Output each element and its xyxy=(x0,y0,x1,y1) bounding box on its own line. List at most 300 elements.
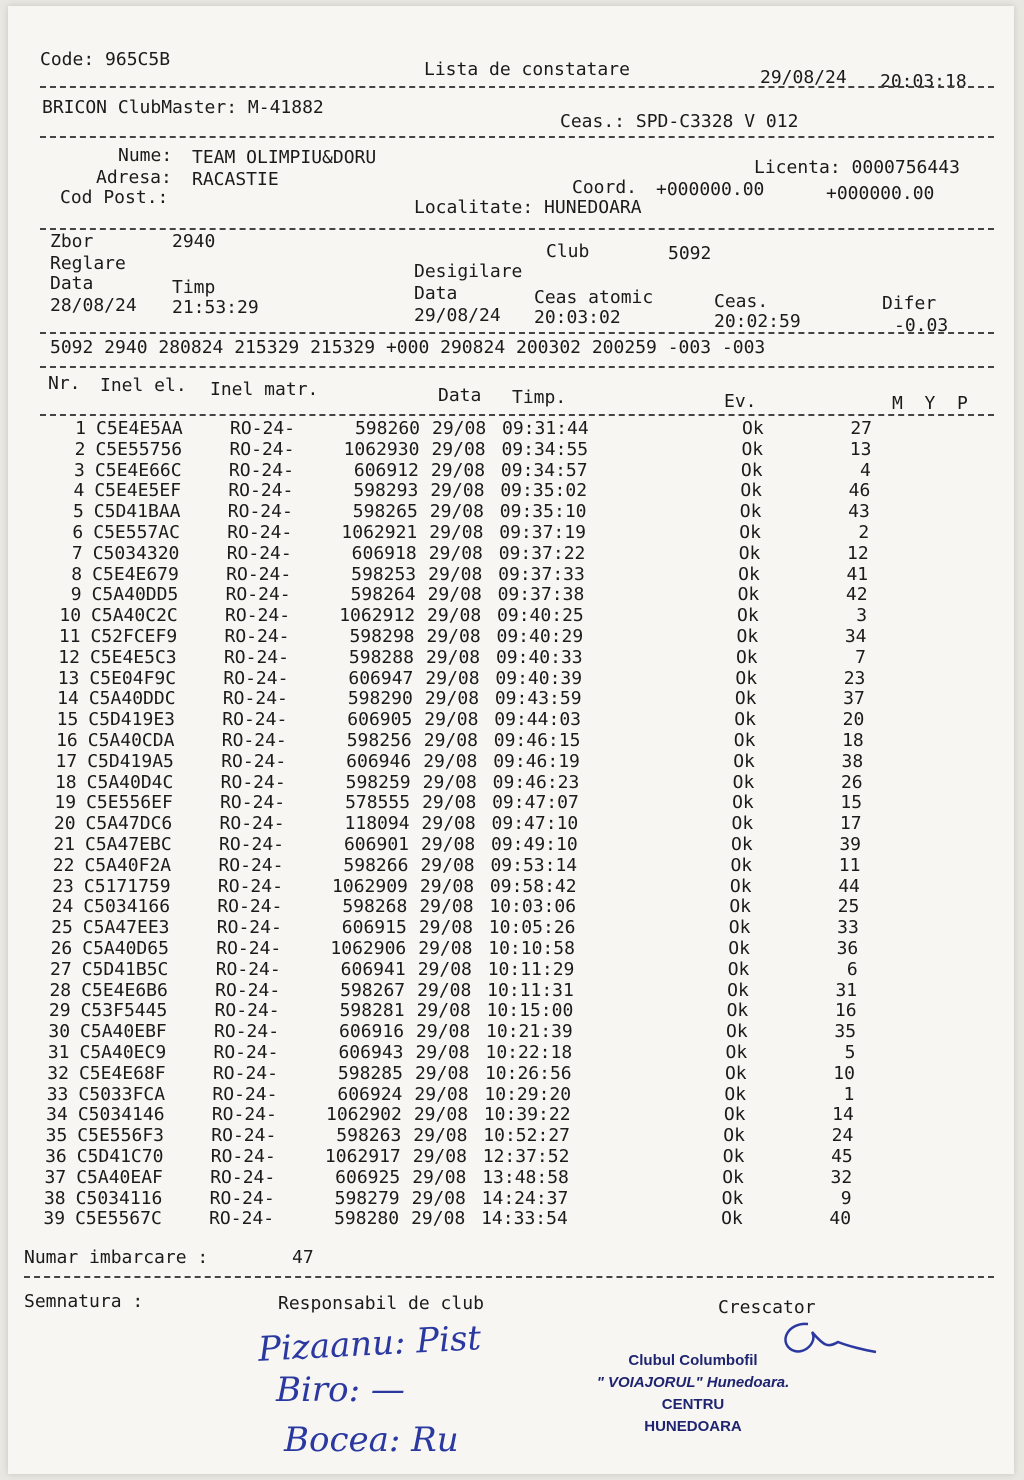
row-number: 2 xyxy=(74,438,86,460)
row-number: 16 xyxy=(56,730,78,751)
row-number: 37 xyxy=(44,1166,67,1188)
club-stamp xyxy=(568,1350,818,1438)
ring-electronic: C5A40F2A xyxy=(84,854,172,876)
arrival-time: 12:37:52 xyxy=(482,1146,570,1167)
ceas-label: Ceas. xyxy=(714,291,769,312)
ring-electronic: C5D41C70 xyxy=(76,1146,164,1167)
row-number: 20 xyxy=(53,813,76,835)
row-number: 3 xyxy=(74,459,85,481)
ring-prefix: RO-24- xyxy=(209,1187,275,1209)
position: 3 xyxy=(856,605,868,627)
event-status: Ok xyxy=(732,771,755,793)
ring-prefix: RO-24- xyxy=(229,438,295,460)
table-row xyxy=(33,1146,873,1167)
position: 37 xyxy=(843,688,865,710)
zbor-label: Zbor xyxy=(50,231,94,252)
reglare-time: 21:53:29 xyxy=(172,297,259,318)
arrival-time: 10:05:26 xyxy=(488,917,576,939)
ring-number: 606916 xyxy=(339,1021,405,1043)
row-number: 34 xyxy=(46,1104,68,1126)
event-status: Ok xyxy=(736,626,759,647)
table-row xyxy=(41,834,881,855)
position: 2 xyxy=(858,522,870,543)
table-row xyxy=(45,688,885,709)
arrival-time: 09:31:44 xyxy=(502,418,589,439)
row-number: 9 xyxy=(70,584,82,606)
signature-line-1: Pizaanu: Pist xyxy=(257,1318,483,1370)
table-row xyxy=(47,605,887,626)
row-number: 10 xyxy=(59,605,82,627)
license: Licenta: 0000756443 xyxy=(754,157,960,178)
arrival-date: 29/08 xyxy=(417,979,472,1001)
desigilare-label: Desigilare xyxy=(414,261,523,282)
ring-prefix: RO-24- xyxy=(212,1062,278,1084)
arrival-time: 14:33:54 xyxy=(481,1208,568,1230)
ring-electronic: C5E557AC xyxy=(93,522,180,543)
ring-number: 1062902 xyxy=(325,1104,402,1126)
event-status: Ok xyxy=(739,522,761,543)
arrival-time: 09:35:10 xyxy=(499,501,587,523)
event-status: Ok xyxy=(739,501,762,523)
arrival-date: 29/08 xyxy=(422,771,477,793)
ring-prefix: RO-24- xyxy=(217,896,283,918)
row-number: 12 xyxy=(58,646,80,668)
arrival-time: 10:39:22 xyxy=(483,1104,571,1126)
col-ev: Ev. xyxy=(724,391,757,412)
ring-number: 606943 xyxy=(338,1042,404,1063)
ring-electronic: C5A47DC6 xyxy=(85,813,173,835)
ring-prefix: RO-24- xyxy=(219,813,285,835)
ring-electronic: C5D419E3 xyxy=(88,709,175,731)
table-row xyxy=(42,792,882,813)
arrival-time: 09:37:22 xyxy=(498,542,586,564)
table-row xyxy=(48,564,888,585)
ring-number: 606912 xyxy=(353,459,419,481)
ring-number: 598260 xyxy=(354,418,420,439)
ring-number: 1062912 xyxy=(339,605,416,627)
ring-number: 598298 xyxy=(349,626,415,647)
ring-prefix: RO-24- xyxy=(223,667,289,689)
event-status: Ok xyxy=(727,979,749,1001)
arrival-date: 29/08 xyxy=(424,688,480,710)
col-myp: M Y P xyxy=(892,393,968,414)
arrival-date: 29/08 xyxy=(430,480,485,502)
ring-electronic: C5A40EBF xyxy=(80,1021,167,1043)
arrival-date: 29/08 xyxy=(429,501,484,523)
table-row xyxy=(40,876,880,897)
position: 15 xyxy=(840,792,863,814)
ring-number: 606915 xyxy=(341,917,407,939)
arrival-time: 14:24:37 xyxy=(481,1187,569,1209)
row-number: 31 xyxy=(47,1042,70,1063)
arrival-time: 09:58:42 xyxy=(489,875,577,897)
clock-id: Ceas.: SPD-C3328 V 012 xyxy=(560,111,799,132)
arrival-date: 29/08 xyxy=(421,834,476,855)
position: 16 xyxy=(834,1000,857,1022)
arrival-date: 29/08 xyxy=(428,542,483,564)
ring-number: 606905 xyxy=(347,709,413,731)
arrival-time: 10:52:27 xyxy=(483,1125,570,1147)
row-number: 30 xyxy=(48,1021,71,1043)
position: 20 xyxy=(842,709,865,731)
ring-number: 1062909 xyxy=(332,875,408,897)
ring-number: 598256 xyxy=(346,730,412,751)
ring-number: 598253 xyxy=(351,563,417,585)
event-status: Ok xyxy=(734,688,757,710)
ring-electronic: C5A40D65 xyxy=(82,938,169,959)
position: 34 xyxy=(844,626,867,647)
event-status: Ok xyxy=(726,1000,749,1022)
event-status: Ok xyxy=(723,1125,745,1147)
imbarcare-value: 47 xyxy=(292,1247,314,1268)
ring-prefix: RO-24- xyxy=(211,1125,277,1147)
arrival-time: 10:11:29 xyxy=(487,958,575,980)
coord-label: Coord. xyxy=(572,177,638,198)
arrival-date: 29/08 xyxy=(416,1021,471,1043)
ring-prefix: RO-24- xyxy=(219,834,285,855)
event-status: Ok xyxy=(733,750,755,772)
ring-prefix: RO-24- xyxy=(213,1042,279,1063)
ring-prefix: RO-24- xyxy=(221,730,287,751)
arrival-date: 29/08 xyxy=(414,1062,470,1084)
arrival-date: 29/08 xyxy=(411,1187,466,1209)
ring-number: 598267 xyxy=(340,979,406,1001)
crescator-label: Crescator xyxy=(718,1297,816,1318)
ring-electronic: C5A40CDA xyxy=(87,730,175,751)
event-status: Ok xyxy=(727,958,750,980)
club-label: Club xyxy=(546,241,590,262)
ring-prefix: RO-24- xyxy=(215,979,281,1001)
signature-line-2: Biro: — xyxy=(276,1370,405,1410)
position: 13 xyxy=(849,438,872,460)
ring-number: 118094 xyxy=(344,813,410,835)
arrival-date: 29/08 xyxy=(419,896,474,918)
event-status: Ok xyxy=(725,1042,748,1063)
ring-number: 606941 xyxy=(340,958,406,980)
ring-prefix: RO-24- xyxy=(226,542,292,564)
ring-number: 1062917 xyxy=(324,1146,401,1167)
divider xyxy=(24,1276,994,1278)
position: 12 xyxy=(847,542,869,564)
table-row xyxy=(44,730,884,751)
event-status: Ok xyxy=(730,854,753,876)
arrival-date: 29/08 xyxy=(427,605,482,627)
imbarcare-label: Numar imbarcare : xyxy=(24,1247,209,1268)
arrival-date: 29/08 xyxy=(419,875,475,897)
ring-number: 598281 xyxy=(339,1000,405,1022)
ceas-atomic-label: Ceas atomic xyxy=(534,287,654,308)
position: 31 xyxy=(835,979,858,1001)
reglare-timp-label: Timp xyxy=(172,277,216,298)
row-number: 8 xyxy=(71,563,83,585)
event-status: Ok xyxy=(737,605,759,627)
row-number: 29 xyxy=(48,1000,71,1022)
divider xyxy=(40,86,994,88)
position: 33 xyxy=(837,917,859,939)
table-row xyxy=(39,917,879,938)
position: 25 xyxy=(837,896,860,918)
ring-electronic: C5E4E66C xyxy=(94,459,182,481)
position: 23 xyxy=(843,667,866,689)
ring-prefix: RO-24- xyxy=(214,1000,280,1022)
ceas-atomic-value: 20:03:02 xyxy=(534,307,621,328)
ring-prefix: RO-24- xyxy=(214,1021,280,1043)
row-number: 26 xyxy=(50,938,73,959)
arrival-time: 09:35:02 xyxy=(500,480,588,502)
ring-number: 598265 xyxy=(352,501,418,523)
arrival-time: 09:44:03 xyxy=(494,709,581,731)
arrival-time: 09:37:19 xyxy=(499,522,586,543)
row-number: 25 xyxy=(51,917,73,939)
event-status: Ok xyxy=(733,730,756,751)
ring-electronic: C5E4E5EF xyxy=(94,480,182,502)
ceas-value: 20:02:59 xyxy=(714,311,801,332)
arrival-time: 09:34:57 xyxy=(500,459,588,481)
arrival-time: 10:03:06 xyxy=(489,896,577,918)
arrival-date: 29/08 xyxy=(422,792,477,814)
ring-number: 598266 xyxy=(343,854,409,876)
arrival-time: 10:10:58 xyxy=(488,938,575,959)
event-status: Ok xyxy=(724,1062,747,1084)
arrival-time: 09:40:39 xyxy=(495,667,583,689)
arrival-date: 29/08 xyxy=(415,1042,470,1063)
stamp-line-3: CENTRU xyxy=(661,1396,725,1413)
arrival-time: 10:11:31 xyxy=(487,979,574,1001)
table-row xyxy=(49,543,889,564)
ring-electronic: C5E55756 xyxy=(95,438,183,460)
ring-electronic: C5E556EF xyxy=(86,792,173,814)
ring-electronic: C5E556F3 xyxy=(77,1125,164,1147)
reglare-date: 28/08/24 xyxy=(50,295,137,316)
ring-prefix: RO-24- xyxy=(221,750,287,772)
arrival-date: 29/08 xyxy=(418,938,473,959)
ring-prefix: RO-24- xyxy=(220,771,286,793)
arrival-time: 10:15:00 xyxy=(486,1000,574,1022)
divider xyxy=(40,414,994,416)
position: 46 xyxy=(848,480,871,502)
position: 9 xyxy=(840,1187,852,1209)
table-row xyxy=(50,480,890,501)
position: 35 xyxy=(834,1021,857,1043)
table-row xyxy=(33,1125,873,1146)
row-number: 28 xyxy=(49,979,72,1001)
row-number: 4 xyxy=(73,480,85,502)
event-status: Ok xyxy=(734,709,756,731)
event-status: Ok xyxy=(740,459,763,481)
owner-name: TEAM OLIMPIU&DORU xyxy=(192,147,377,168)
arrival-time: 09:46:23 xyxy=(492,771,580,793)
ring-prefix: RO-24- xyxy=(211,1104,277,1126)
row-number: 15 xyxy=(56,709,79,731)
ring-prefix: RO-24- xyxy=(217,875,283,897)
arrival-time: 10:21:39 xyxy=(486,1021,573,1043)
ring-electronic: C5D41BAA xyxy=(93,501,181,523)
col-nr: Nr. xyxy=(48,373,81,394)
ring-electronic: C5E4E68F xyxy=(78,1062,166,1084)
ring-number: 598279 xyxy=(334,1187,400,1209)
arrival-date: 29/08 xyxy=(423,730,478,751)
event-status: Ok xyxy=(728,938,750,959)
ring-electronic: C5A40DDC xyxy=(88,688,176,710)
nume-label: Nume: xyxy=(118,145,173,166)
difer-value: -0.03 xyxy=(894,315,949,336)
event-status: Ok xyxy=(742,418,764,439)
position: 39 xyxy=(839,834,861,855)
arrival-time: 09:53:14 xyxy=(490,854,578,876)
ring-electronic: C5034146 xyxy=(77,1104,165,1126)
ring-prefix: RO-24- xyxy=(222,688,288,710)
divider xyxy=(40,136,994,138)
ring-electronic: C5A40DD5 xyxy=(91,584,179,606)
arrival-date: 29/08 xyxy=(414,1083,469,1105)
row-number: 39 xyxy=(43,1208,66,1230)
event-status: Ok xyxy=(728,917,751,939)
event-status: Ok xyxy=(726,1021,748,1043)
row-number: 13 xyxy=(57,667,80,689)
arrival-time: 09:40:25 xyxy=(497,605,584,627)
ring-number: 1062921 xyxy=(341,522,418,543)
ring-number: 606901 xyxy=(343,834,409,855)
event-status: Ok xyxy=(732,792,754,814)
row-number: 1 xyxy=(75,418,86,439)
divider xyxy=(40,228,994,230)
arrival-date: 29/08 xyxy=(423,750,478,772)
ring-number: 598293 xyxy=(353,480,419,502)
arrival-time: 09:49:10 xyxy=(491,834,578,855)
ring-electronic: C5E5567C xyxy=(75,1208,162,1230)
arrival-time: 09:47:10 xyxy=(491,813,579,835)
club-value: 5092 xyxy=(668,243,712,264)
position: 27 xyxy=(850,418,872,439)
device-id: BRICON ClubMaster: M-41882 xyxy=(42,97,324,118)
row-number: 32 xyxy=(47,1062,69,1084)
owner-address: RACASTIE xyxy=(192,169,279,190)
table-row xyxy=(51,439,891,460)
ring-electronic: C5A40EAF xyxy=(76,1166,163,1188)
arrival-date: 29/08 xyxy=(428,563,483,585)
row-number: 21 xyxy=(53,834,75,855)
arrival-date: 29/08 xyxy=(425,667,480,689)
ring-electronic: C5034320 xyxy=(92,542,180,564)
position: 6 xyxy=(846,958,858,980)
ring-prefix: RO-24- xyxy=(215,958,281,980)
divider xyxy=(40,332,994,334)
ring-prefix: RO-24- xyxy=(228,459,294,481)
event-status: Ok xyxy=(723,1104,746,1126)
arrival-time: 10:26:56 xyxy=(484,1062,572,1084)
ring-prefix: RO-24- xyxy=(212,1083,278,1105)
table-row xyxy=(47,626,887,647)
table-row xyxy=(31,1208,871,1229)
ring-prefix: RO-24- xyxy=(230,418,296,439)
position: 42 xyxy=(845,584,868,606)
ring-number: 606924 xyxy=(337,1083,403,1105)
ring-number: 598288 xyxy=(348,646,414,668)
arrival-time: 09:46:15 xyxy=(493,730,581,751)
semnatura-label: Semnatura : xyxy=(24,1291,144,1312)
ring-prefix: RO-24- xyxy=(210,1166,276,1188)
arrival-date: 29/08 xyxy=(427,584,482,606)
table-row xyxy=(43,772,883,793)
ring-prefix: RO-24- xyxy=(226,563,292,585)
stamp-line-1: Clubul Columbofil xyxy=(628,1352,758,1369)
row-number: 7 xyxy=(71,542,83,564)
row-number: 22 xyxy=(52,854,75,876)
ring-number: 598259 xyxy=(345,771,411,793)
position: 7 xyxy=(855,646,866,668)
event-status: Ok xyxy=(729,875,752,897)
table-row xyxy=(37,980,877,1001)
ring-prefix: RO-24- xyxy=(209,1208,275,1230)
ring-prefix: RO-24- xyxy=(222,709,288,731)
ring-prefix: RO-24- xyxy=(225,584,291,606)
event-status: Ok xyxy=(729,896,752,918)
table-row xyxy=(38,959,878,980)
event-status: Ok xyxy=(738,563,760,585)
ring-electronic: C5A40D4C xyxy=(86,771,174,793)
desig-date: 29/08/24 xyxy=(414,305,501,326)
ring-number: 606925 xyxy=(335,1166,401,1188)
row-number: 11 xyxy=(58,626,81,647)
responsabil-label: Responsabil de club xyxy=(278,1293,484,1314)
flight-code-line: 5092 2940 280824 215329 215329 +000 290824 200302 200259 -003 -003 xyxy=(50,337,766,358)
ring-electronic: C5E4E5C3 xyxy=(89,646,177,668)
table-row xyxy=(38,938,878,959)
position: 11 xyxy=(838,854,861,876)
arrival-time: 09:43:59 xyxy=(494,688,582,710)
report-title: Lista de constatare xyxy=(424,59,630,80)
ring-electronic: C5034166 xyxy=(83,896,171,918)
position: 43 xyxy=(848,501,870,523)
col-timp: Timp. xyxy=(512,387,567,408)
row-number: 38 xyxy=(43,1187,66,1209)
arrival-date: 29/08 xyxy=(432,418,487,439)
arrival-time: 13:48:58 xyxy=(482,1166,569,1188)
ring-number: 598264 xyxy=(350,584,416,606)
position: 17 xyxy=(839,813,862,835)
row-number: 17 xyxy=(55,750,78,772)
col-inel-el: Inel el. xyxy=(100,375,187,396)
event-status: Ok xyxy=(731,834,753,855)
row-number: 14 xyxy=(57,688,79,710)
position: 36 xyxy=(836,938,859,959)
ring-number: 578555 xyxy=(345,792,411,814)
arrival-time: 10:22:18 xyxy=(485,1042,573,1063)
position: 44 xyxy=(838,875,860,897)
event-status: Ok xyxy=(737,584,760,606)
event-status: Ok xyxy=(735,646,758,668)
coord-lat: +000000.00 xyxy=(656,179,765,200)
col-inel-matr: Inel matr. xyxy=(210,379,319,400)
ring-number: 606947 xyxy=(348,667,414,689)
desig-data-label: Data xyxy=(414,283,458,304)
ring-number: 1062930 xyxy=(343,438,420,460)
ring-prefix: RO-24- xyxy=(228,480,294,502)
ring-number: 598285 xyxy=(337,1062,403,1084)
zbor-value: 2940 xyxy=(172,231,216,252)
report-sheet xyxy=(8,6,1014,1474)
arrival-date: 29/08 xyxy=(418,917,473,939)
table-row xyxy=(45,668,885,689)
arrival-time: 09:37:33 xyxy=(498,563,585,585)
table-row xyxy=(43,751,883,772)
ring-electronic: C5D41B5C xyxy=(81,958,169,980)
event-status: Ok xyxy=(731,813,754,835)
position: 26 xyxy=(840,771,863,793)
arrival-time: 09:34:55 xyxy=(501,438,589,460)
reglare-data-label: Data xyxy=(50,273,94,294)
ring-electronic: C5E4E5AA xyxy=(96,418,183,439)
